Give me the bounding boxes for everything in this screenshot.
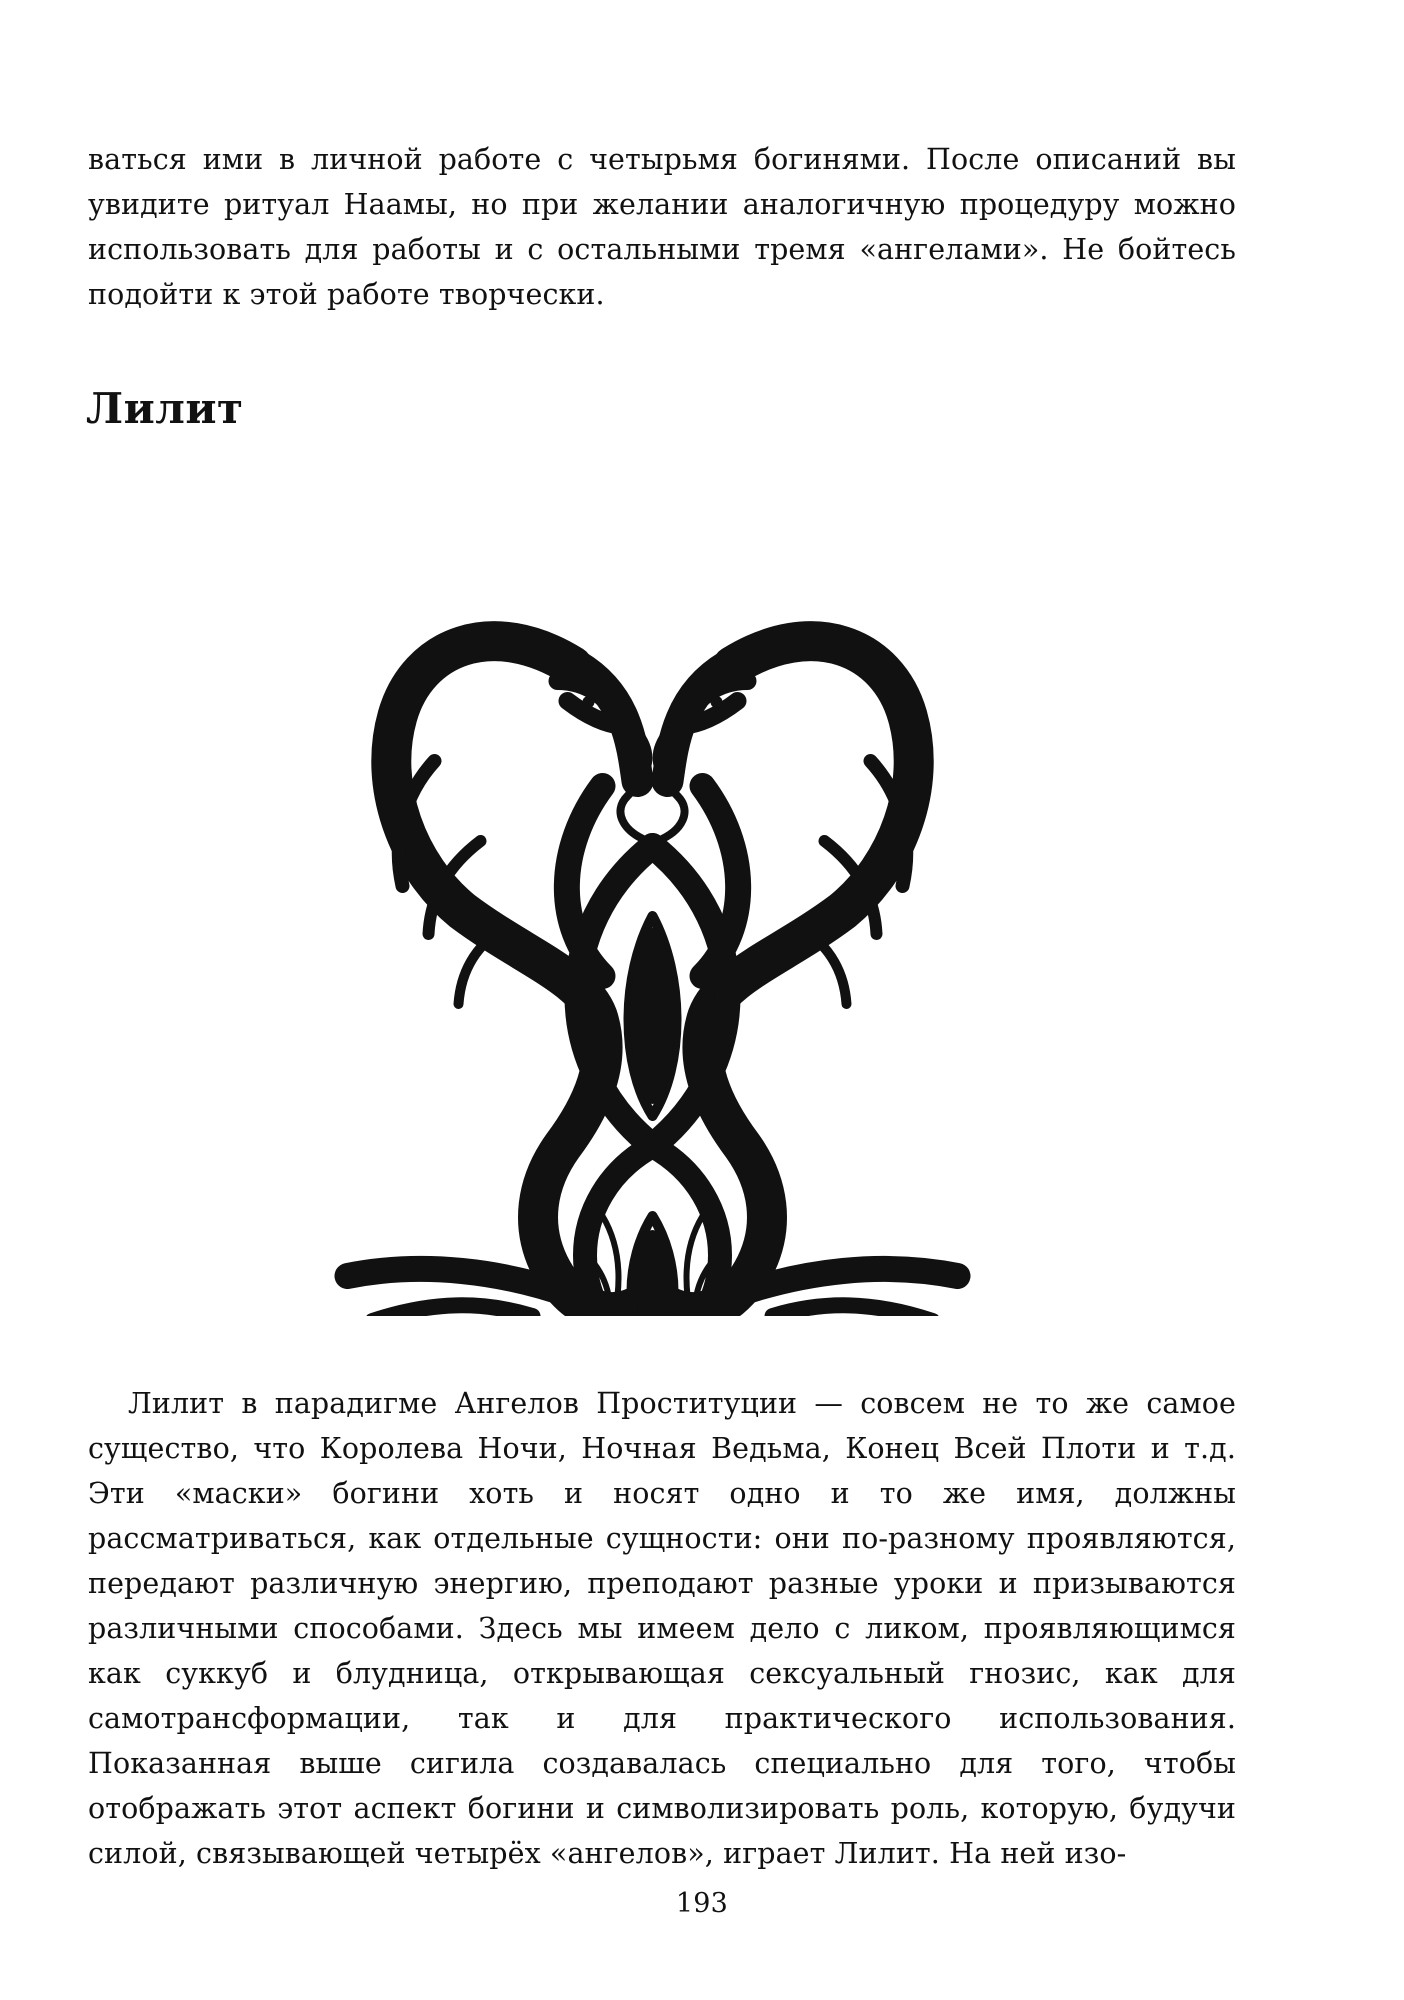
page-number: 193 [675, 1888, 729, 1919]
section-title: Лилит [86, 384, 244, 433]
lilith-serpent-sigil-icon [300, 456, 1005, 1316]
intro-paragraph: ваться ими в личной работе с четырьмя богинями. После описаний вы увидите ритуал Наамы, но при желании аналогичную процедуру можно использовать для работы и с остальными тремя «ангелами». Не бойтесь подойти к этой работе творчески. [88, 142, 1236, 311]
lilith-description-paragraph: Лилит в парадигме Ангелов Проституции — совсем не то же самое существо, что Королева Ночи, Ночная Ведьма, Конец Всей Плоти и т.д. Эти «маски» богини хоть и носят одно и то же имя, должны рассматриваться, как отдельные сущности: они по-разному проявляются, передают различную энергию, преподают разные уроки и призываются различными способами. Здесь мы имеем дело с ликом, проявляющимся как суккуб и блудница, открывающая сексуальный гнозис, как для самотрансформации, так и для практического использования. Показанная выше сигила создавалась специально для того, чтобы отображать этот аспект богини и символизировать роль, которую, будучи силой, связывающей четырёх «ангелов», играет Лилит. На ней изо- [88, 1386, 1236, 1870]
lilith-sigil-figure [300, 456, 1005, 1316]
